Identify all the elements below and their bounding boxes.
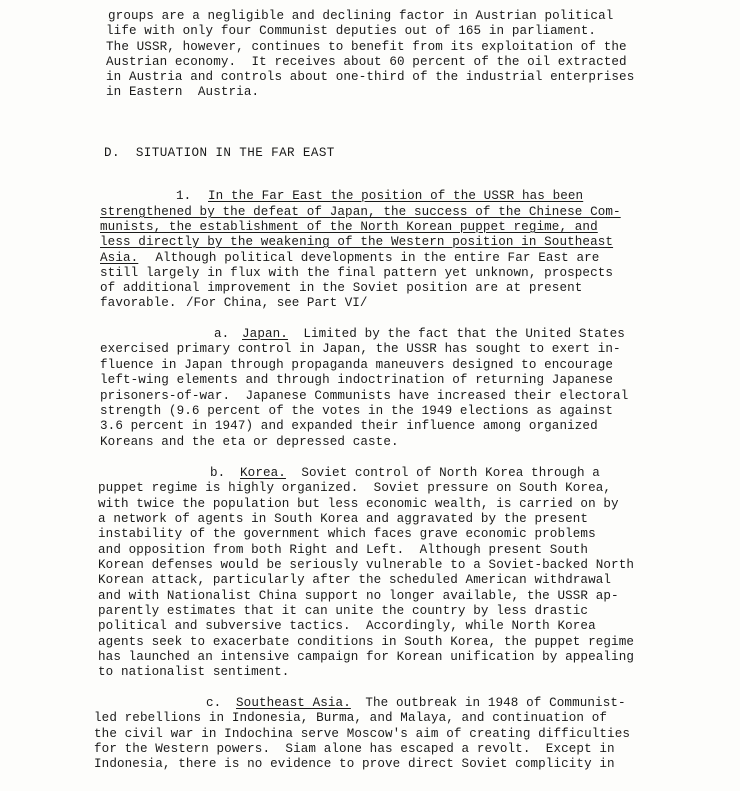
underlined-line: Asia. <box>100 251 139 265</box>
text-line: a network of agents in South Korea and aggravated by the present <box>98 512 589 526</box>
subparagraph-label: c. <box>206 696 222 710</box>
text-line: in Austria and controls about one-third of the industrial enterprises <box>106 70 635 84</box>
text-line: in Eastern Austria. <box>106 85 260 99</box>
text-line: left-wing elements and through indoctrination of returning Japanese <box>100 373 614 387</box>
text-line: instability of the government which faces grave economic problems <box>98 527 596 541</box>
text-line: fluence in Japan through propaganda maneuvers designed to encourage <box>100 358 614 372</box>
text-line: Although political developments in the entire Far East are <box>140 251 600 265</box>
text-line: groups are a negligible and declining factor in Austrian political <box>108 9 614 23</box>
text-line: and opposition from both Right and Left. Although present South <box>98 543 589 557</box>
text-line: Limited by the fact that the United States <box>288 327 625 341</box>
subparagraph-label: a. <box>214 327 230 341</box>
text-line: for the Western powers. Siam alone has escaped a revolt. Except in <box>94 742 615 756</box>
text-line: Austrian economy. It receives about 60 percent of the oil extracted <box>106 55 627 69</box>
text-line: parently estimates that it can unite the country by less drastic <box>98 604 589 618</box>
text-line: still largely in flux with the final pattern yet unknown, prospects <box>100 266 614 280</box>
text-line: Koreans and the eta or depressed caste. <box>100 435 399 449</box>
subparagraph-label: b. <box>210 466 226 480</box>
text-line: life with only four Communist deputies out of 165 in parliament. <box>106 24 597 38</box>
subparagraph-title: Korea. <box>240 466 286 480</box>
text-line: led rebellions in Indonesia, Burma, and Malaya, and continuation of <box>94 711 608 725</box>
text-line: exercised primary control in Japan, the USSR has sought to exert in- <box>100 342 621 356</box>
underlined-line: strengthened by the defeat of Japan, the success of the Chinese Com- <box>100 205 621 219</box>
text-line: favorable. <box>100 296 177 310</box>
underlined-line: In the Far East the position of the USSR has been <box>208 189 584 203</box>
text-line: strength (9.6 percent of the votes in the 1949 elections as against <box>100 404 614 418</box>
text-line: puppet regime is highly organized. Soviet pressure on South Korea, <box>98 481 612 495</box>
text-line: has launched an intensive campaign for Korean unification by appealing <box>98 650 635 664</box>
text-line: political and subversive tactics. Accordingly, while North Korea <box>98 619 596 633</box>
underlined-line: less directly by the weakening of the Western position in Southeast <box>100 235 614 249</box>
text-line: the civil war in Indochina serve Moscow's aim of creating difficulties <box>94 727 631 741</box>
text-line: agents seek to exacerbate conditions in South Korea, the puppet regime <box>98 635 635 649</box>
underlined-line: munists, the establishment of the North Korean puppet regime, and <box>100 220 598 234</box>
text-line: Soviet control of North Korea through a <box>286 466 600 480</box>
text-line: of additional improvement in the Soviet position are at present <box>100 281 583 295</box>
text-line: prisoners-of-war. Japanese Communists have increased their electoral <box>100 389 629 403</box>
text-line: 3.6 percent in 1947) and expanded their influence among organized <box>100 419 598 433</box>
cross-reference-note: /For China, see Part VI/ <box>186 296 368 310</box>
text-line: Korean attack, particularly after the scheduled American withdrawal <box>98 573 612 587</box>
text-line: The USSR, however, continues to benefit from its exploitation of the <box>106 40 627 54</box>
paragraph-number: 1. <box>176 189 192 203</box>
text-line: with twice the population but less economic wealth, is carried on by <box>98 497 619 511</box>
text-line: to nationalist sentiment. <box>98 665 290 679</box>
text-line: The outbreak in 1948 of Communist- <box>350 696 626 710</box>
text-line: Indonesia, there is no evidence to prove direct Soviet complicity in <box>94 757 615 771</box>
subparagraph-title: Japan. <box>242 327 288 341</box>
section-heading: D. SITUATION IN THE FAR EAST <box>104 146 335 160</box>
text-line: Korean defenses would be seriously vulnerable to a Soviet-backed North <box>98 558 635 572</box>
text-line: and with Nationalist China support no longer available, the USSR ap- <box>98 589 619 603</box>
subparagraph-title: Southeast Asia. <box>236 696 351 710</box>
